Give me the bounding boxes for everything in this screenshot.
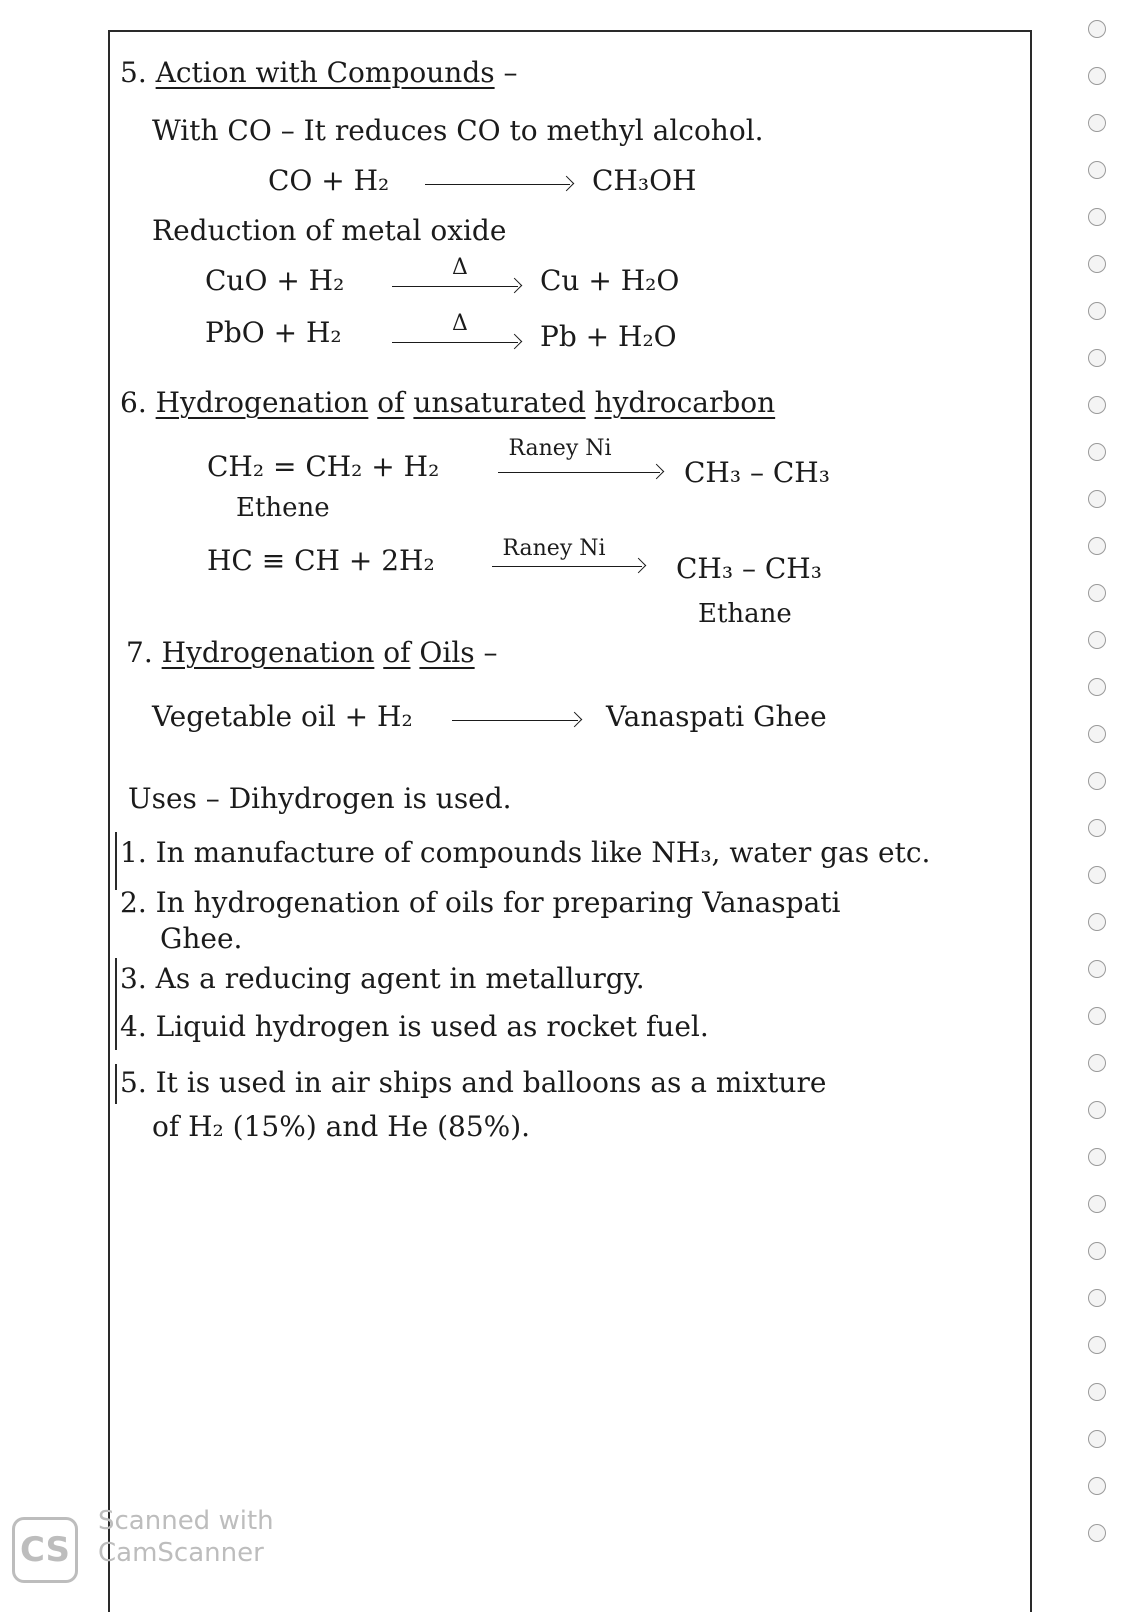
binder-ring — [1088, 1007, 1106, 1025]
eq-oil-lhs: Vegetable oil + H₂ — [152, 700, 413, 733]
binder-ring — [1088, 1148, 1106, 1166]
sec7-number: 7. — [126, 636, 153, 669]
reduction-title: Reduction of metal oxide — [152, 214, 507, 247]
sec6-number: 6. — [120, 386, 147, 419]
binder-ring — [1088, 1101, 1106, 1119]
binder-ring — [1088, 1477, 1106, 1495]
sec6-title-a: Hydrogenation — [155, 386, 369, 419]
binder-ring — [1088, 302, 1106, 320]
heat-condition: Δ — [452, 255, 468, 280]
sec6-title-b: of — [377, 386, 405, 419]
binder-ring — [1088, 1242, 1106, 1260]
binder-ring — [1088, 161, 1106, 179]
binder-ring — [1088, 255, 1106, 273]
ethene-label: Ethene — [236, 493, 330, 523]
reaction-arrow — [452, 720, 578, 721]
sec6-title-d: hydrocarbon — [594, 386, 776, 419]
binder-ring — [1088, 1383, 1106, 1401]
binder-ring — [1088, 913, 1106, 931]
eq-ethyne-lhs: HC ≡ CH + 2H₂ — [207, 544, 435, 577]
binder-ring — [1088, 20, 1106, 38]
use-item-1: 1. In manufacture of compounds like NH₃, water gas etc. — [120, 836, 931, 869]
eq-co-rhs: CH₃OH — [592, 164, 697, 197]
binder-ring — [1088, 1430, 1106, 1448]
watermark-line-1: Scanned with — [98, 1506, 274, 1536]
margin-mark — [115, 958, 117, 1050]
sec6-title-c: unsaturated — [413, 386, 586, 419]
eq-ethene-rhs: CH₃ – CH₃ — [684, 456, 830, 489]
binder-ring — [1088, 584, 1106, 602]
sec7-heading — [126, 638, 498, 669]
sec7-title-c: Oils — [419, 636, 475, 669]
margin-mark — [115, 1064, 117, 1104]
reaction-arrow — [392, 286, 518, 287]
eq-cuo-rhs: Cu + H₂O — [540, 264, 680, 297]
sec5-heading — [120, 58, 518, 89]
binder-ring — [1088, 208, 1106, 226]
catalyst-label: Raney Ni — [508, 436, 612, 461]
catalyst-label: Raney Ni — [502, 536, 606, 561]
reaction-arrow — [492, 566, 642, 567]
eq-cuo-lhs: CuO + H₂ — [205, 264, 345, 297]
margin-mark — [115, 832, 117, 890]
ethane-label: Ethane — [698, 599, 792, 629]
sec5-title: Action with Compounds — [155, 56, 495, 89]
binder-ring — [1088, 631, 1106, 649]
binder-ring — [1088, 866, 1106, 884]
use-item-2-cont: Ghee. — [160, 922, 243, 955]
binder-ring — [1088, 819, 1106, 837]
binder-ring — [1088, 960, 1106, 978]
binder-ring — [1088, 1289, 1106, 1307]
reaction-arrow — [392, 342, 518, 343]
eq-co-lhs: CO + H₂ — [268, 164, 390, 197]
binder-ring — [1088, 1054, 1106, 1072]
sec6-heading — [120, 388, 775, 419]
uses-title: Uses – Dihydrogen is used. — [128, 782, 512, 815]
use-item-3: 3. As a reducing agent in metallurgy. — [120, 962, 645, 995]
binder-ring — [1088, 443, 1106, 461]
binder-ring — [1088, 725, 1106, 743]
eq-pbo-lhs: PbO + H₂ — [205, 316, 342, 349]
binder-ring — [1088, 1195, 1106, 1213]
use-item-5: 5. It is used in air ships and balloons as a mixture — [120, 1066, 827, 1099]
use-item-5-cont: of H₂ (15%) and He (85%). — [152, 1110, 531, 1143]
heat-condition: Δ — [452, 311, 468, 336]
use-item-2: 2. In hydrogenation of oils for preparing Vanaspati — [120, 886, 841, 919]
binder-ring — [1088, 490, 1106, 508]
binder-ring — [1088, 772, 1106, 790]
sec7-title-a: Hydrogenation — [161, 636, 375, 669]
binder-ring — [1088, 678, 1106, 696]
eq-ethyne-rhs: CH₃ – CH₃ — [676, 552, 822, 585]
sec7-dash: – — [483, 636, 498, 669]
binder-ring — [1088, 1524, 1106, 1542]
binder-ring — [1088, 349, 1106, 367]
sec5-dash: – — [503, 56, 518, 89]
binder-ring — [1088, 114, 1106, 132]
sec5-number: 5. — [120, 56, 147, 89]
eq-ethene-lhs: CH₂ = CH₂ + H₂ — [207, 450, 440, 483]
reaction-arrow — [498, 472, 660, 473]
binder-ring — [1088, 1336, 1106, 1354]
binder-ring — [1088, 396, 1106, 414]
eq-pbo-rhs: Pb + H₂O — [540, 320, 677, 353]
reaction-arrow — [425, 184, 570, 185]
watermark-line-2: CamScanner — [98, 1538, 264, 1568]
binder-ring — [1088, 67, 1106, 85]
sec7-title-b: of — [383, 636, 411, 669]
binder-rings — [1082, 12, 1122, 1592]
eq-oil-rhs: Vanaspati Ghee — [606, 700, 827, 733]
camscanner-logo: CS — [12, 1517, 78, 1583]
binder-ring — [1088, 537, 1106, 555]
use-item-4: 4. Liquid hydrogen is used as rocket fuel. — [120, 1010, 709, 1043]
with-co-text: With CO – It reduces CO to methyl alcohol. — [152, 114, 764, 147]
